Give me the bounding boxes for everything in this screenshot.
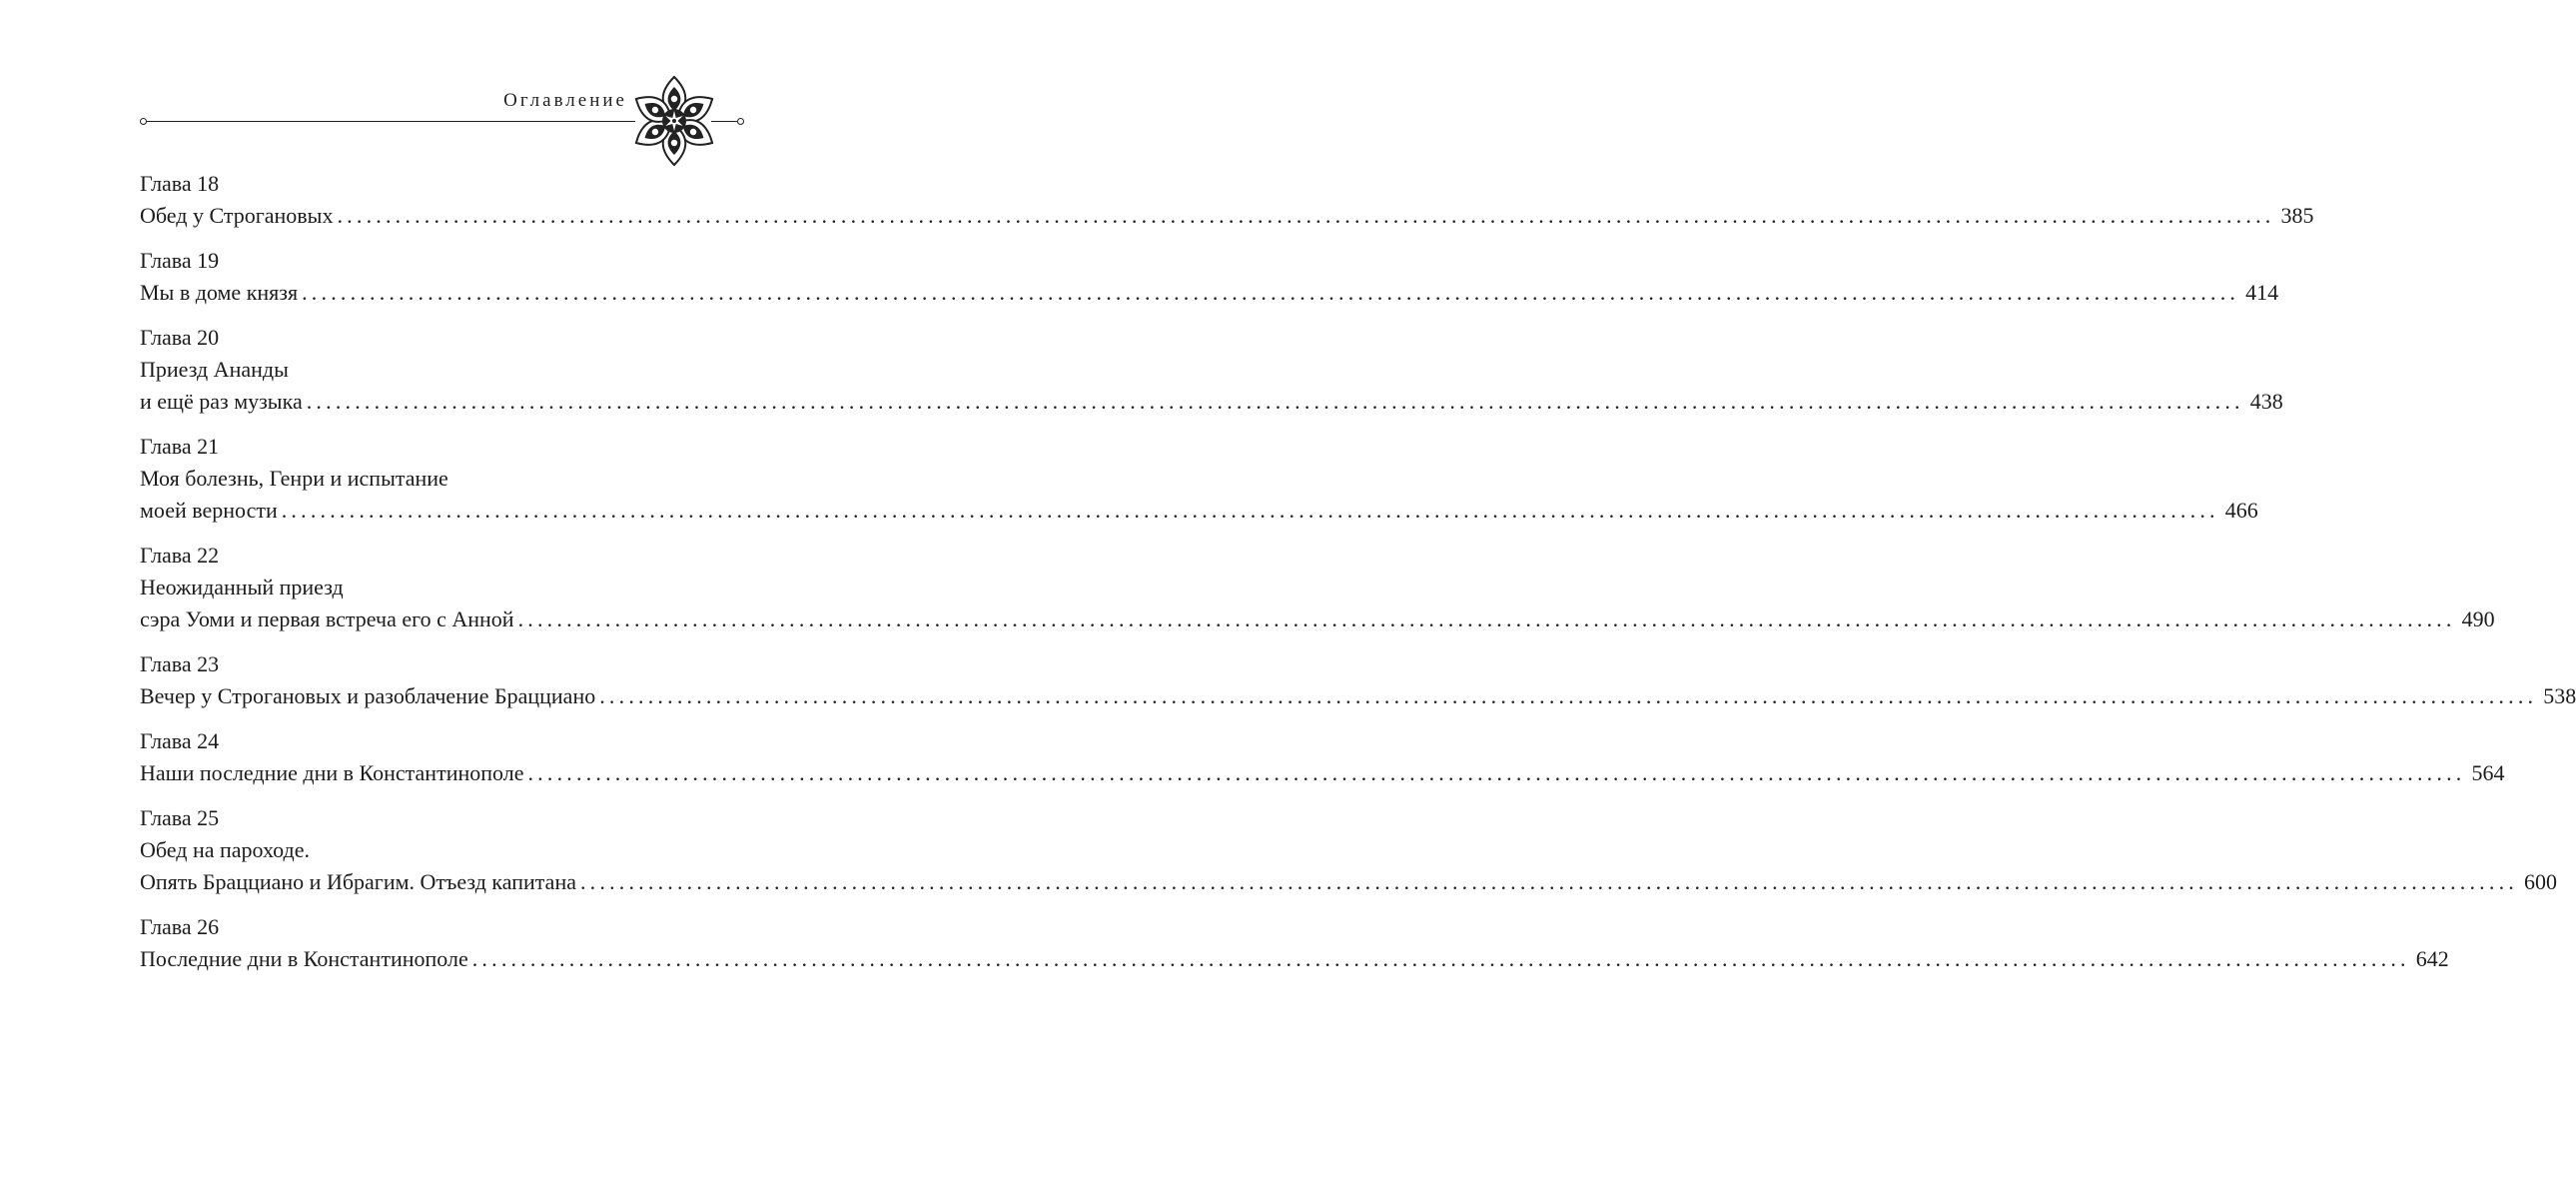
- toc-entry[interactable]: [140, 648, 2576, 712]
- chapter-title-line: Мы в доме князя: [140, 280, 299, 305]
- page-header: [140, 60, 745, 170]
- chapter-title-leader-line: [140, 386, 2283, 418]
- toc-entry[interactable]: [140, 802, 2557, 898]
- chapter-title-line: Обед на пароходе.: [140, 837, 310, 862]
- chapter-title-line: Наши последние дни в Константинополе: [140, 760, 524, 785]
- header-rule: [146, 121, 635, 122]
- chapter-number: Глава 24: [140, 728, 220, 753]
- chapter-title-leader-line: [140, 680, 2576, 712]
- chapter-title-line: Моя болезнь, Генри и испытание: [140, 466, 448, 491]
- rule-end-dot-right: [737, 118, 744, 125]
- page-number: 564: [2471, 760, 2505, 785]
- chapter-title-leader-line: [140, 943, 2449, 975]
- page-number: 600: [2523, 869, 2557, 894]
- toc-entry[interactable]: [140, 322, 2283, 418]
- chapter-title-line: Приезд Ананды: [140, 357, 289, 382]
- chapter-title-leader-line: [140, 603, 2495, 635]
- header-rule-right: [711, 121, 737, 122]
- page-number: 490: [2461, 606, 2495, 631]
- page-number: 438: [2249, 389, 2283, 414]
- dot-leader: ........................................................................................................................................................................................................: [306, 389, 2244, 414]
- chapter-number: Глава 23: [140, 651, 220, 676]
- chapter-number: Глава 21: [140, 434, 220, 459]
- dot-leader: ........................................................................................................................................................................................................: [579, 869, 2518, 894]
- chapter-title-leader-line: [140, 200, 2314, 232]
- chapter-title-line: Обед у Строгановых: [140, 203, 334, 228]
- page-number: 466: [2224, 498, 2258, 523]
- chapter-number: Глава 18: [140, 171, 220, 196]
- toc-entry[interactable]: [140, 431, 2258, 527]
- dot-leader: ........................................................................................................................................................................................................: [471, 946, 2410, 971]
- dot-leader: ........................................................................................................................................................................................................: [517, 606, 2456, 631]
- table-of-contents: [140, 168, 2576, 988]
- chapter-title-leader-line: [140, 757, 2505, 789]
- chapter-number: Глава 25: [140, 805, 220, 830]
- chapter-title-line: Последние дни в Константинополе: [140, 946, 468, 971]
- toc-entry[interactable]: [140, 911, 2449, 975]
- toc-entry[interactable]: [140, 540, 2495, 635]
- dot-leader: ........................................................................................................................................................................................................: [337, 203, 2275, 228]
- page-number: 642: [2415, 946, 2449, 971]
- dot-leader: ........................................................................................................................................................................................................: [302, 280, 2240, 305]
- page-title: Оглавление: [503, 90, 627, 111]
- chapter-number: Глава 19: [140, 248, 220, 273]
- chapter-title-line: Вечер у Строгановых и разоблачение Брацциано: [140, 683, 596, 708]
- chapter-title-leader-line: [140, 866, 2557, 898]
- lotus-mandala-icon: [637, 74, 711, 168]
- dot-leader: ........................................................................................................................................................................................................: [599, 683, 2538, 708]
- chapter-title-line: Неожиданный приезд: [140, 575, 344, 600]
- chapter-title-line: Опять Брацциано и Ибрагим. Отъезд капитана: [140, 869, 576, 894]
- toc-entry[interactable]: [140, 725, 2505, 789]
- chapter-number: Глава 20: [140, 325, 220, 350]
- chapter-number: Глава 26: [140, 914, 220, 939]
- chapter-title-line: и ещё раз музыка: [140, 389, 303, 414]
- dot-leader: ........................................................................................................................................................................................................: [281, 498, 2219, 523]
- chapter-title-line: моей верности: [140, 498, 278, 523]
- chapter-title-line: сэра Уоми и первая встреча его с Анной: [140, 606, 514, 631]
- page-number: 414: [2245, 280, 2279, 305]
- toc-entry[interactable]: [140, 168, 2314, 232]
- page-number: 538: [2543, 683, 2576, 708]
- toc-entry[interactable]: [140, 245, 2279, 309]
- page-number: 385: [2280, 203, 2314, 228]
- dot-leader: ........................................................................................................................................................................................................: [527, 760, 2466, 785]
- chapter-number: Глава 22: [140, 543, 220, 568]
- chapter-title-leader-line: [140, 277, 2279, 309]
- chapter-title-leader-line: [140, 495, 2258, 527]
